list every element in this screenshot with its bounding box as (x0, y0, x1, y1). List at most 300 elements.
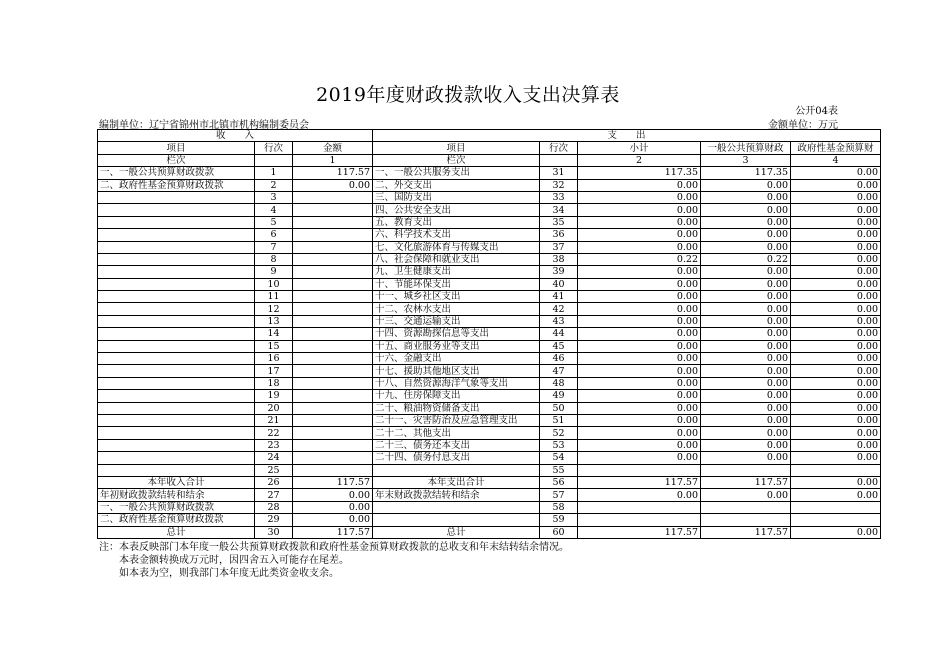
col-index-label: 栏次 (98, 154, 255, 166)
table-row (98, 414, 881, 426)
cell-income-amount: 0.00 (293, 179, 373, 191)
col-income-amount: 金额 (293, 142, 373, 154)
footnote-1: 注：本表反映部门本年度一般公共预算财政拨款和政府性基金预算财政拨款的总收支和年末结转结余情况。 (99, 542, 569, 553)
table-row (98, 191, 881, 203)
cell-fund-budget: 0.00 (791, 476, 881, 488)
cell-income-item (98, 365, 255, 377)
cell-income-line: 8 (255, 253, 293, 265)
table-row (98, 179, 881, 191)
cell-general-budget (701, 514, 791, 526)
cell-income-item (98, 315, 255, 327)
table-row (98, 229, 881, 241)
cell-income-line: 25 (255, 464, 293, 476)
table-row (98, 489, 881, 501)
cell-income-amount (293, 328, 373, 340)
cell-subtotal: 0.00 (578, 452, 701, 464)
col-general-budget: 一般公共预算财政 (701, 142, 791, 154)
table-row (98, 253, 881, 265)
cell-general-budget: 117.35 (701, 167, 791, 179)
cell-fund-budget: 0.00 (791, 278, 881, 290)
cell-expense-line: 38 (540, 253, 578, 265)
cell-general-budget: 0.00 (701, 365, 791, 377)
cell-expense-line: 39 (540, 266, 578, 278)
cell-income-line: 24 (255, 452, 293, 464)
cell-income-line: 20 (255, 402, 293, 414)
cell-income-amount: 117.57 (293, 476, 373, 488)
cell-subtotal: 0.00 (578, 365, 701, 377)
table-row (98, 526, 881, 538)
cell-expense-item (373, 464, 540, 476)
cell-income-line: 9 (255, 266, 293, 278)
cell-general-budget: 0.00 (701, 452, 791, 464)
cell-income-item (98, 452, 255, 464)
cell-income-amount (293, 414, 373, 426)
cell-general-budget (701, 501, 791, 513)
cell-income-item (98, 402, 255, 414)
cell-fund-budget: 0.00 (791, 340, 881, 352)
cell-general-budget: 0.00 (701, 390, 791, 402)
header-row-columns (98, 142, 881, 154)
cell-fund-budget: 0.00 (791, 526, 881, 538)
cell-income-item (98, 303, 255, 315)
cell-fund-budget: 0.00 (791, 427, 881, 439)
cell-expense-item: 十六、金融支出 (373, 353, 540, 365)
cell-income-line: 29 (255, 514, 293, 526)
cell-expense-line: 41 (540, 291, 578, 303)
cell-expense-line: 33 (540, 191, 578, 203)
cell-general-budget: 0.00 (701, 489, 791, 501)
cell-income-line: 3 (255, 191, 293, 203)
table-row (98, 353, 881, 365)
cell-fund-budget: 0.00 (791, 179, 881, 191)
cell-income-line: 16 (255, 353, 293, 365)
cell-income-amount (293, 291, 373, 303)
cell-general-budget: 0.00 (701, 179, 791, 191)
cell-income-line: 7 (255, 241, 293, 253)
cell-expense-line: 59 (540, 514, 578, 526)
table-row (98, 278, 881, 290)
cell-fund-budget: 0.00 (791, 353, 881, 365)
cell-income-item (98, 291, 255, 303)
cell-expense-item: 年末财政拨款结转和结余 (373, 489, 540, 501)
cell-income-item: 一、一般公共预算财政拨款 (98, 501, 255, 513)
income-section-header: 收 入 (98, 130, 373, 142)
cell-expense-item: 十五、商业服务业等支出 (373, 340, 540, 352)
report-title: 2019年度财政拨款收入支出决算表 (316, 84, 620, 106)
cell-fund-budget: 0.00 (791, 452, 881, 464)
cell-fund-budget: 0.00 (791, 439, 881, 451)
cell-expense-line: 31 (540, 167, 578, 179)
cell-income-item (98, 377, 255, 389)
cell-expense-item: 七、文化旅游体育与传媒支出 (373, 241, 540, 253)
cell-subtotal: 0.00 (578, 191, 701, 203)
cell-general-budget: 0.00 (701, 191, 791, 203)
cell-expense-item: 二十二、其他支出 (373, 427, 540, 439)
cell-expense-line: 51 (540, 414, 578, 426)
table-row (98, 514, 881, 526)
cell-expense-item: 十四、资源勘探信息等支出 (373, 328, 540, 340)
cell-subtotal (578, 514, 701, 526)
cell-general-budget: 0.00 (701, 216, 791, 228)
col-index-2: 2 (578, 154, 701, 166)
cell-income-amount (293, 191, 373, 203)
cell-income-amount (293, 377, 373, 389)
cell-fund-budget: 0.00 (791, 365, 881, 377)
cell-income-amount (293, 204, 373, 216)
cell-subtotal: 0.00 (578, 241, 701, 253)
cell-general-budget: 0.00 (701, 414, 791, 426)
cell-expense-item: 二十三、债务还本支出 (373, 439, 540, 451)
cell-general-budget: 0.00 (701, 427, 791, 439)
cell-income-amount (293, 427, 373, 439)
cell-income-line: 13 (255, 315, 293, 327)
cell-subtotal: 0.00 (578, 439, 701, 451)
cell-income-line: 27 (255, 489, 293, 501)
cell-expense-line: 56 (540, 476, 578, 488)
cell-income-line: 4 (255, 204, 293, 216)
cell-income-amount: 0.00 (293, 489, 373, 501)
cell-expense-item: 十九、住房保障支出 (373, 390, 540, 402)
cell-income-amount: 0.00 (293, 501, 373, 513)
cell-expense-line: 32 (540, 179, 578, 191)
cell-general-budget: 0.00 (701, 229, 791, 241)
cell-fund-budget: 0.00 (791, 291, 881, 303)
col-income-line: 行次 (255, 142, 293, 154)
form-code: 公开04表 (795, 106, 838, 117)
footnote-2: 本表金额转换成万元时，因四舍五入可能存在尾差。 (119, 555, 349, 566)
cell-subtotal: 117.35 (578, 167, 701, 179)
cell-fund-budget: 0.00 (791, 377, 881, 389)
table-row (98, 241, 881, 253)
cell-income-amount (293, 241, 373, 253)
cell-expense-item: 本年支出合计 (373, 476, 540, 488)
table-row (98, 303, 881, 315)
cell-general-budget: 0.00 (701, 353, 791, 365)
cell-income-amount (293, 464, 373, 476)
cell-general-budget: 0.00 (701, 241, 791, 253)
cell-fund-budget: 0.00 (791, 303, 881, 315)
cell-income-item (98, 278, 255, 290)
cell-general-budget: 117.57 (701, 476, 791, 488)
cell-income-item (98, 216, 255, 228)
cell-general-budget: 0.00 (701, 291, 791, 303)
cell-income-item: 二、政府性基金预算财政拨款 (98, 514, 255, 526)
cell-fund-budget: 0.00 (791, 204, 881, 216)
table-row (98, 340, 881, 352)
cell-income-amount (293, 278, 373, 290)
cell-income-item (98, 229, 255, 241)
cell-expense-line: 37 (540, 241, 578, 253)
cell-subtotal: 0.00 (578, 303, 701, 315)
cell-subtotal: 0.00 (578, 377, 701, 389)
cell-subtotal: 0.22 (578, 253, 701, 265)
cell-income-line: 28 (255, 501, 293, 513)
cell-expense-item: 二、外交支出 (373, 179, 540, 191)
cell-income-amount (293, 439, 373, 451)
col-index-label-2: 栏次 (373, 154, 540, 166)
cell-fund-budget (791, 464, 881, 476)
cell-income-item (98, 353, 255, 365)
cell-expense-line: 46 (540, 353, 578, 365)
cell-income-amount (293, 452, 373, 464)
cell-income-item (98, 464, 255, 476)
cell-fund-budget: 0.00 (791, 241, 881, 253)
cell-expense-line: 57 (540, 489, 578, 501)
cell-expense-item: 九、卫生健康支出 (373, 266, 540, 278)
cell-income-line: 11 (255, 291, 293, 303)
cell-subtotal: 0.00 (578, 204, 701, 216)
cell-income-line: 21 (255, 414, 293, 426)
empty-cell (255, 154, 293, 166)
cell-subtotal: 0.00 (578, 315, 701, 327)
compiling-unit: 编制单位：辽宁省锦州市北镇市机构编制委员会 (99, 120, 309, 131)
table-row (98, 167, 881, 179)
cell-expense-item: 十一、城乡社区支出 (373, 291, 540, 303)
cell-income-amount: 117.57 (293, 526, 373, 538)
cell-general-budget: 0.00 (701, 377, 791, 389)
cell-income-line: 26 (255, 476, 293, 488)
cell-expense-line: 55 (540, 464, 578, 476)
cell-expense-item (373, 514, 540, 526)
cell-fund-budget (791, 514, 881, 526)
footnote-3: 如本表为空，则我部门本年度无此类资金收支余。 (119, 568, 339, 579)
cell-expense-line: 36 (540, 229, 578, 241)
cell-fund-budget: 0.00 (791, 191, 881, 203)
cell-income-line: 17 (255, 365, 293, 377)
cell-subtotal: 0.00 (578, 266, 701, 278)
cell-expense-line: 53 (540, 439, 578, 451)
cell-subtotal: 0.00 (578, 390, 701, 402)
cell-expense-line: 54 (540, 452, 578, 464)
cell-expense-line: 48 (540, 377, 578, 389)
cell-income-item (98, 191, 255, 203)
cell-income-amount (293, 353, 373, 365)
cell-expense-line: 44 (540, 328, 578, 340)
cell-income-item: 本年收入合计 (98, 476, 255, 488)
cell-fund-budget: 0.00 (791, 328, 881, 340)
cell-income-line: 14 (255, 328, 293, 340)
cell-general-budget: 0.00 (701, 315, 791, 327)
cell-income-item (98, 390, 255, 402)
cell-fund-budget: 0.00 (791, 167, 881, 179)
table-row (98, 266, 881, 278)
cell-income-line: 6 (255, 229, 293, 241)
cell-expense-item: 十二、农林水支出 (373, 303, 540, 315)
cell-fund-budget: 0.00 (791, 216, 881, 228)
cell-income-amount: 0.00 (293, 514, 373, 526)
cell-income-line: 19 (255, 390, 293, 402)
cell-expense-line: 58 (540, 501, 578, 513)
footnotes (99, 541, 569, 580)
cell-expense-line: 34 (540, 204, 578, 216)
cell-subtotal: 0.00 (578, 489, 701, 501)
table-row (98, 377, 881, 389)
cell-expense-item: 十七、援助其他地区支出 (373, 365, 540, 377)
cell-expense-line: 60 (540, 526, 578, 538)
cell-income-line: 15 (255, 340, 293, 352)
cell-subtotal: 0.00 (578, 328, 701, 340)
cell-income-line: 30 (255, 526, 293, 538)
cell-income-amount (293, 390, 373, 402)
cell-income-item (98, 204, 255, 216)
table-row (98, 390, 881, 402)
cell-subtotal: 0.00 (578, 414, 701, 426)
cell-income-amount (293, 253, 373, 265)
cell-expense-item: 六、科学技术支出 (373, 229, 540, 241)
cell-general-budget: 0.00 (701, 266, 791, 278)
col-fund-budget: 政府性基金预算财 (791, 142, 881, 154)
cell-expense-line: 43 (540, 315, 578, 327)
cell-income-item (98, 253, 255, 265)
cell-income-item (98, 427, 255, 439)
cell-expense-item: 二十、粮油物资储备支出 (373, 402, 540, 414)
col-income-item: 项目 (98, 142, 255, 154)
cell-income-amount (293, 340, 373, 352)
empty-cell (540, 154, 578, 166)
table-row (98, 315, 881, 327)
cell-subtotal: 0.00 (578, 291, 701, 303)
cell-general-budget (701, 464, 791, 476)
cell-fund-budget (791, 501, 881, 513)
cell-fund-budget: 0.00 (791, 390, 881, 402)
cell-expense-line: 42 (540, 303, 578, 315)
cell-fund-budget: 0.00 (791, 229, 881, 241)
cell-income-amount (293, 402, 373, 414)
cell-income-line: 23 (255, 439, 293, 451)
cell-income-line: 18 (255, 377, 293, 389)
cell-subtotal: 0.00 (578, 427, 701, 439)
cell-income-line: 5 (255, 216, 293, 228)
cell-income-amount (293, 303, 373, 315)
cell-expense-item: 五、教育支出 (373, 216, 540, 228)
cell-expense-item: 四、公共安全支出 (373, 204, 540, 216)
cell-fund-budget: 0.00 (791, 402, 881, 414)
cell-expense-item: 二十四、债务付息支出 (373, 452, 540, 464)
cell-expense-item: 十三、交通运输支出 (373, 315, 540, 327)
cell-income-item (98, 266, 255, 278)
cell-income-line: 2 (255, 179, 293, 191)
table-row (98, 439, 881, 451)
cell-income-item (98, 414, 255, 426)
cell-fund-budget: 0.00 (791, 253, 881, 265)
table-row (98, 501, 881, 513)
table-row (98, 476, 881, 488)
cell-expense-item: 八、社会保障和就业支出 (373, 253, 540, 265)
cell-general-budget: 0.00 (701, 340, 791, 352)
cell-income-amount (293, 216, 373, 228)
cell-general-budget: 0.22 (701, 253, 791, 265)
cell-income-line: 10 (255, 278, 293, 290)
cell-general-budget: 0.00 (701, 204, 791, 216)
col-expense-line: 行次 (540, 142, 578, 154)
col-index-4: 4 (791, 154, 881, 166)
cell-income-item (98, 439, 255, 451)
cell-expense-line: 40 (540, 278, 578, 290)
cell-expense-line: 47 (540, 365, 578, 377)
cell-income-item (98, 340, 255, 352)
cell-income-item: 二、政府性基金预算财政拨款 (98, 179, 255, 191)
cell-income-line: 1 (255, 167, 293, 179)
cell-expense-line: 49 (540, 390, 578, 402)
col-subtotal: 小计 (578, 142, 701, 154)
cell-subtotal: 0.00 (578, 216, 701, 228)
cell-income-amount (293, 315, 373, 327)
table-row (98, 464, 881, 476)
cell-income-amount (293, 266, 373, 278)
cell-income-amount: 117.57 (293, 167, 373, 179)
table-row (98, 427, 881, 439)
table-row (98, 452, 881, 464)
expense-section-header: 支 出 (373, 130, 881, 142)
cell-expense-item: 三、国防支出 (373, 191, 540, 203)
cell-subtotal: 117.57 (578, 526, 701, 538)
cell-income-amount (293, 365, 373, 377)
col-expense-item: 项目 (373, 142, 540, 154)
table-row (98, 291, 881, 303)
cell-income-line: 22 (255, 427, 293, 439)
cell-subtotal: 0.00 (578, 340, 701, 352)
cell-subtotal: 117.57 (578, 476, 701, 488)
cell-expense-item: 一、一般公共服务支出 (373, 167, 540, 179)
cell-expense-item (373, 501, 540, 513)
cell-fund-budget: 0.00 (791, 315, 881, 327)
cell-expense-line: 35 (540, 216, 578, 228)
cell-income-item: 一、一般公共预算财政拨款 (98, 167, 255, 179)
cell-subtotal: 0.00 (578, 278, 701, 290)
table-row (98, 402, 881, 414)
cell-fund-budget: 0.00 (791, 266, 881, 278)
cell-subtotal (578, 501, 701, 513)
col-index-1: 1 (293, 154, 373, 166)
cell-expense-line: 50 (540, 402, 578, 414)
cell-subtotal: 0.00 (578, 402, 701, 414)
header-row-sections (98, 130, 881, 142)
cell-general-budget: 0.00 (701, 328, 791, 340)
cell-expense-item: 十八、自然资源海洋气象等支出 (373, 377, 540, 389)
cell-expense-item: 总计 (373, 526, 540, 538)
cell-income-amount (293, 229, 373, 241)
amount-unit: 金额单位：万元 (768, 120, 838, 131)
cell-general-budget: 0.00 (701, 303, 791, 315)
cell-subtotal (578, 464, 701, 476)
table-row (98, 365, 881, 377)
header-row-index (98, 154, 881, 166)
cell-fund-budget: 0.00 (791, 414, 881, 426)
cell-income-item: 总计 (98, 526, 255, 538)
cell-subtotal: 0.00 (578, 353, 701, 365)
col-index-3: 3 (701, 154, 791, 166)
cell-general-budget: 0.00 (701, 439, 791, 451)
table-row (98, 328, 881, 340)
cell-expense-item: 十、节能环保支出 (373, 278, 540, 290)
cell-expense-line: 52 (540, 427, 578, 439)
cell-subtotal: 0.00 (578, 229, 701, 241)
cell-subtotal: 0.00 (578, 179, 701, 191)
cell-expense-item: 二十一、灾害防治及应急管理支出 (373, 414, 540, 426)
budget-table (97, 129, 881, 539)
cell-income-item: 年初财政拨款结转和结余 (98, 489, 255, 501)
cell-income-line: 12 (255, 303, 293, 315)
cell-general-budget: 117.57 (701, 526, 791, 538)
table-row (98, 216, 881, 228)
cell-income-item (98, 241, 255, 253)
cell-general-budget: 0.00 (701, 278, 791, 290)
cell-general-budget: 0.00 (701, 402, 791, 414)
cell-income-item (98, 328, 255, 340)
table-row (98, 204, 881, 216)
cell-fund-budget: 0.00 (791, 489, 881, 501)
cell-expense-line: 45 (540, 340, 578, 352)
